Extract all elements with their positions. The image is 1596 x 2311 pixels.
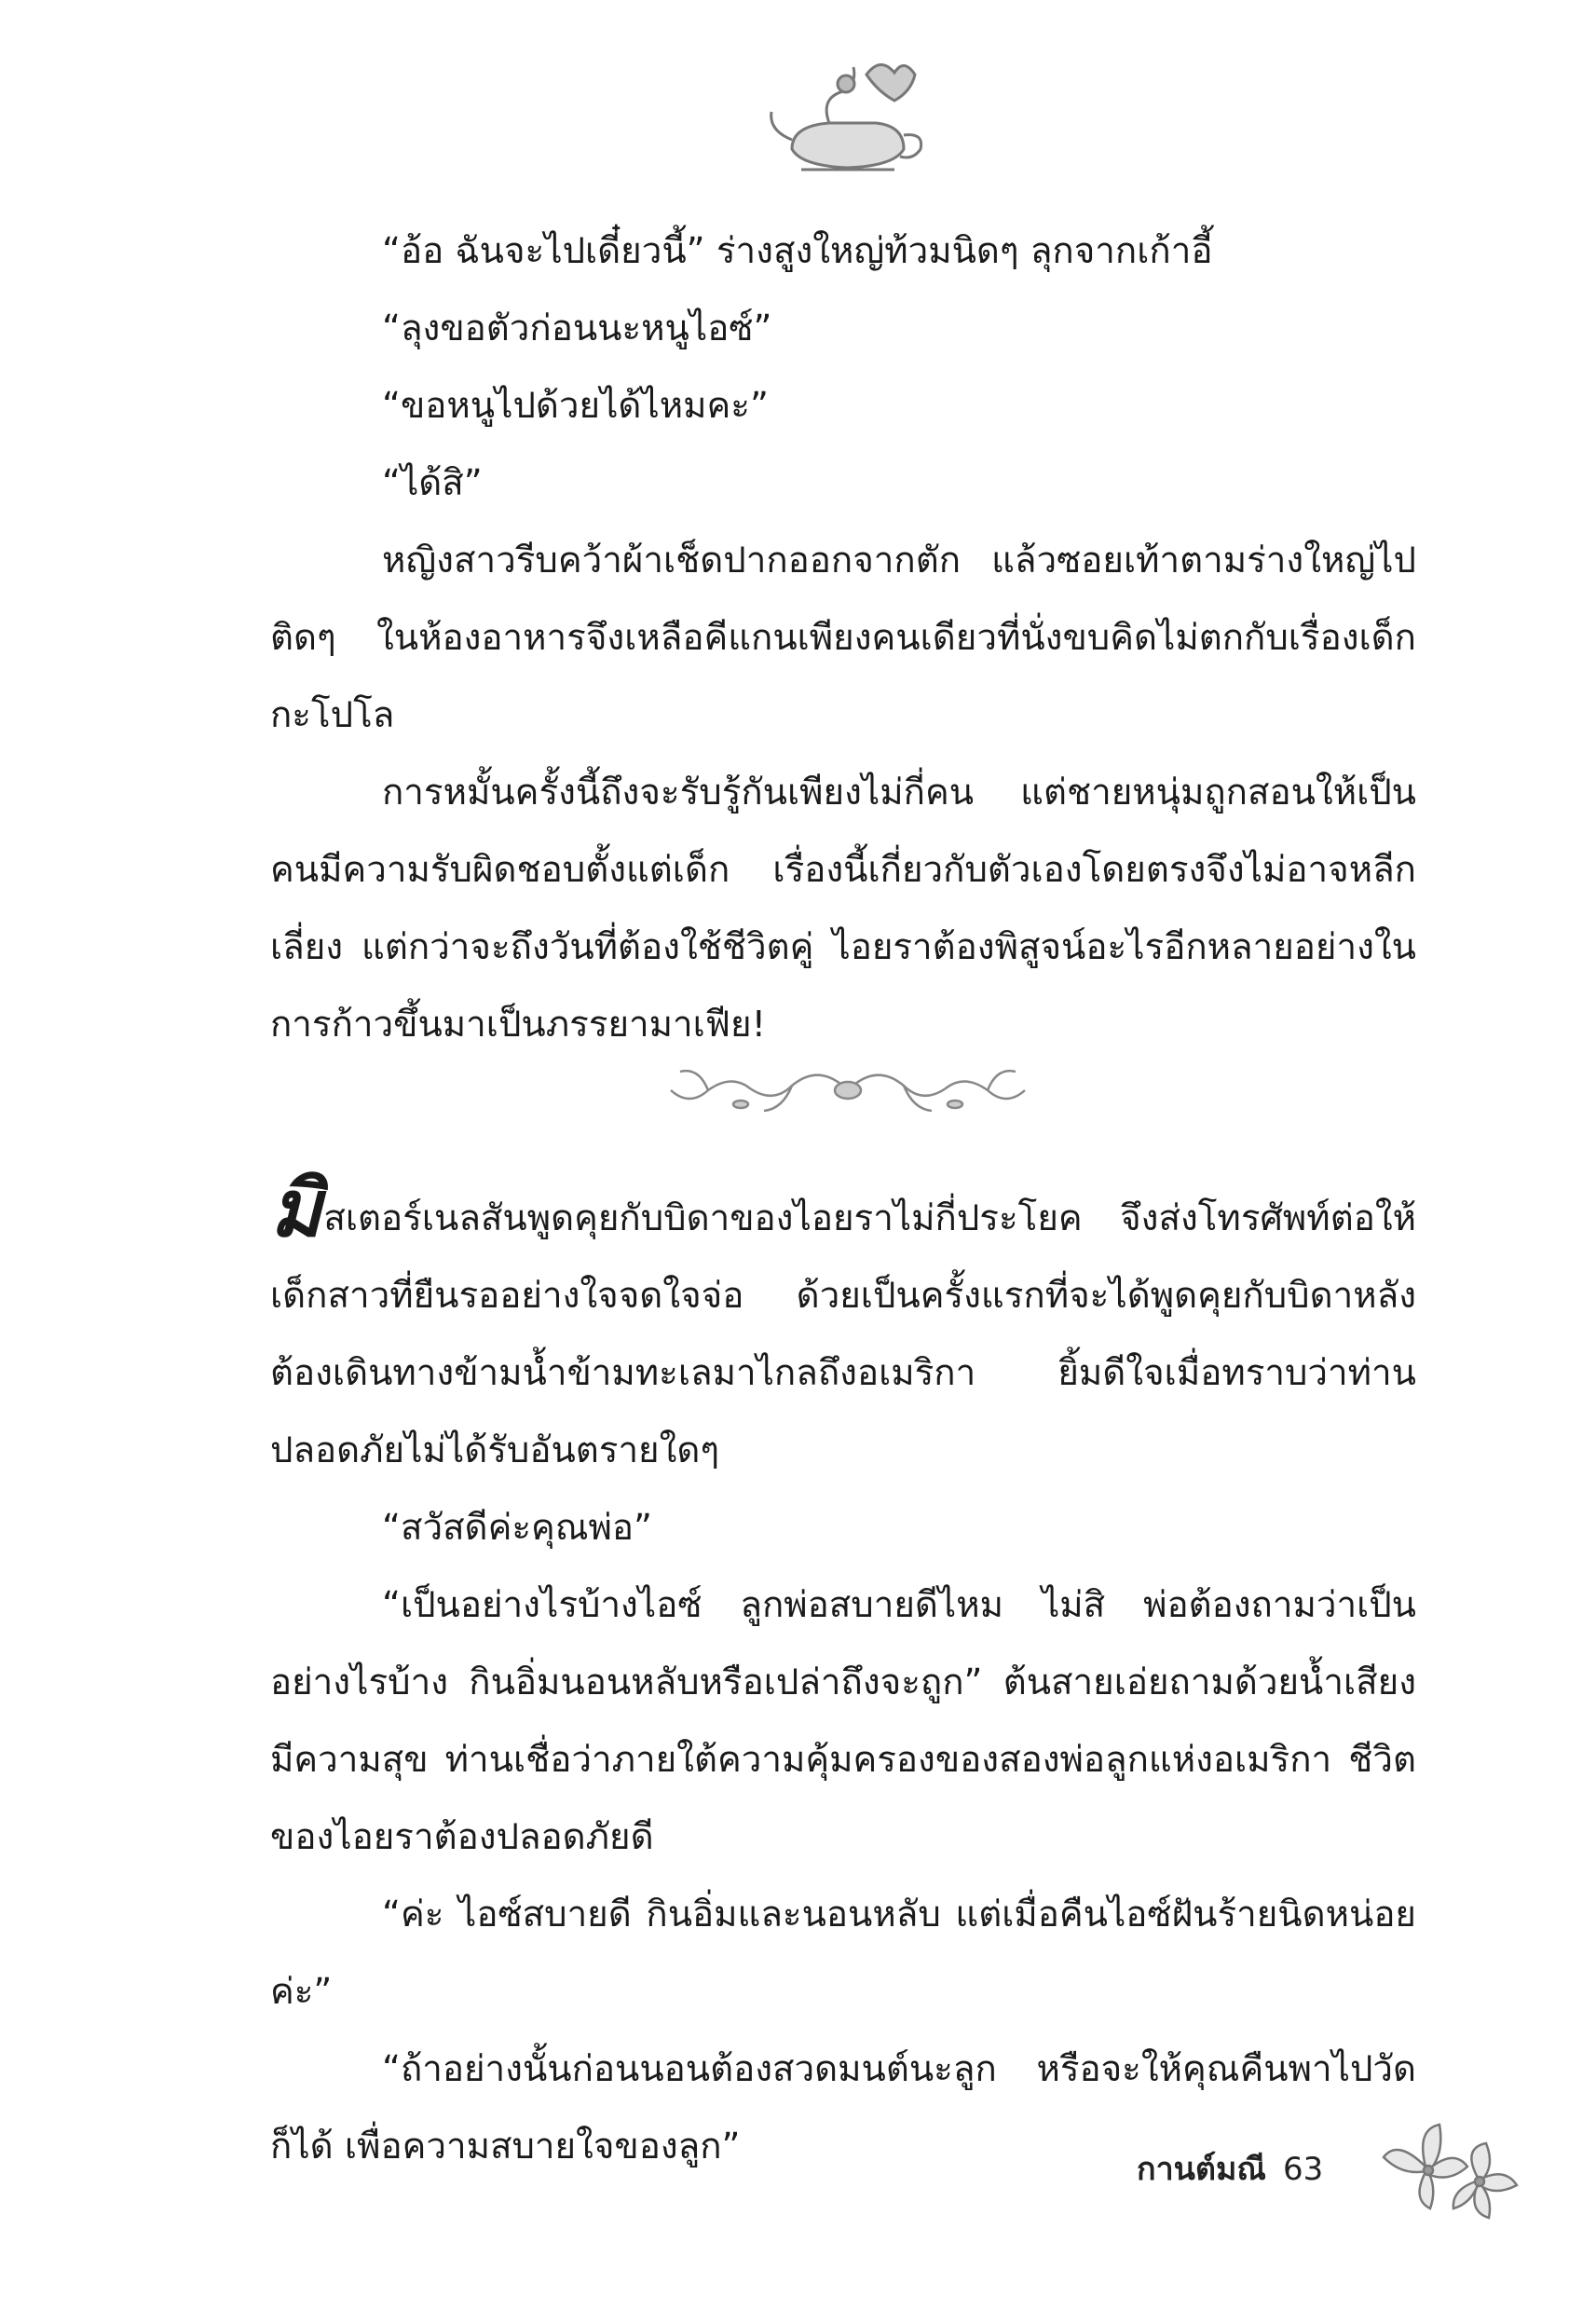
body-text-top [270,212,1416,1063]
paragraph: การหมั้นครั้งนี้ถึงจะรับรู้กันเพียงไม่กี่คน แต่ชายหนุ่มถูกสอนให้เป็นคนมีความรับผิดชอบตั้งแต่เด็ก เรื่องนี้เกี่ยวกับตัวเองโดยตรงจึงไม่อาจหลีกเลี่ยง แต่กว่าจะถึงวันที่ต้องใช้ชีวิตคู่ ไอยราต้องพิสูจน์อะไรอีกหลายอย่างในการก้าวขึ้นมาเป็นภรรยามาเฟีย! [270,772,1416,1046]
book-title: กานต์มณี [1137,2151,1266,2188]
paragraph: “ขอหนูไปด้วยได้ไหมคะ” [382,385,769,427]
paragraph: “อ้อ ฉันจะไปเดี๋ยวนี้” ร่างสูงใหญ่ท้วมนิดๆ ลุกจากเก้าอี้ [382,230,1213,272]
paragraph: “ค่ะ ไอซ์สบายดี กินอิ่มและนอนหลับ แต่เมื่อคืนไอซ์ฝันร้ายนิดหน่อยค่ะ” [270,1894,1416,2013]
first-paragraph [270,1162,1416,1489]
paragraph: “ลุงขอตัวก่อนนะหนูไอซ์” [382,308,772,349]
floral-divider-icon [652,1053,1044,1128]
teapot-cupid-icon [764,47,932,186]
first-paragraph-text: สเตอร์เนลสันพูดคุยกับบิดาของไอยราไม่กี่ประโยค จึงส่งโทรศัพท์ต่อให้เด็กสาวที่ยืนรออย่างใจจดใจจ่อ ด้วยเป็นครั้งแรกที่จะได้พูดคุยกับบิดาหลังต้องเดินทางข้ามน้ำข้ามทะเลมาไกลถึงอเมริกา ยิ้มดีใจเมื่อทราบว่าท่านปลอดภัยไม่ได้รับอันตรายใดๆ [270,1197,1416,1471]
paragraph: “เป็นอย่างไรบ้างไอซ์ ลูกพ่อสบายดีไหม ไม่สิ พ่อต้องถามว่าเป็นอย่างไรบ้าง กินอิ่มนอนหลับหรือเปล่าถึงจะถูก” ต้นสายเอ่ยถามด้วยน้ำเสียงมีความสุข ท่านเชื่อว่าภายใต้ความคุ้มครองของสองพ่อลูกแห่งอเมริกา ชีวิตของไอยราต้องปลอดภัยดี [270,1584,1416,1858]
paragraph: “ถ้าอย่างนั้นก่อนนอนต้องสวดมนต์นะลูก หรือจะให้คุณคืนพาไปวัดก็ได้ เพื่อความสบายใจของลูก” [270,2048,1416,2167]
page-footer [1137,2143,1323,2194]
page-number: 63 [1282,2151,1324,2188]
drop-cap: มิ [270,1162,322,1254]
paragraph: หญิงสาวรีบคว้าผ้าเช็ดปากออกจากตัก แล้วซอยเท้าตามร่างใหญ่ไปติดๆ ในห้องอาหารจึงเหลือคีแกนเพียงคนเดียวที่นั่งขบคิดไม่ตกกับเรื่องเด็กกะโปโล [270,540,1416,736]
body-text-bottom [270,1162,1416,2185]
paragraph: “สวัสดีค่ะคุณพ่อ” [382,1507,652,1549]
paragraph: “ได้สิ” [382,462,483,504]
lily-flower-icon [1370,2101,1528,2232]
